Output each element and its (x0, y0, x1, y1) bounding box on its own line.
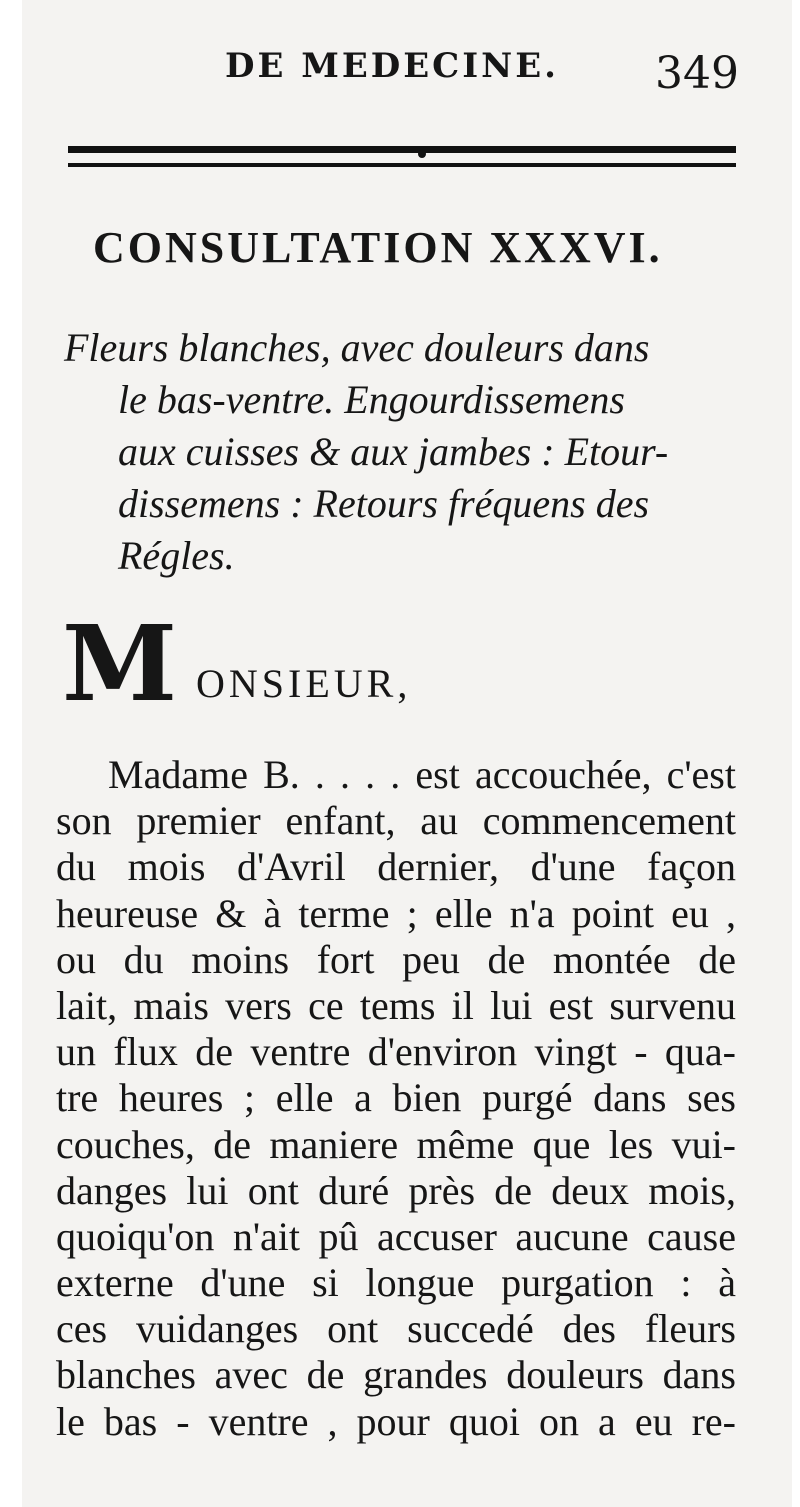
body-line: ou du moins fort peu de montée de (56, 936, 736, 982)
salutation: ONSIEUR, (196, 661, 412, 706)
scan-margin-left (0, 0, 22, 1507)
body-line: le bas - ventre , pour quoi on a eu re- (56, 1398, 736, 1444)
body-line: tre heures ; elle a bien purgé dans ses (56, 1075, 736, 1121)
body-line: heureuse & à terme ; elle n'a point eu , (56, 890, 736, 936)
scan-margin-right (792, 0, 800, 1507)
letter-body (56, 752, 736, 1445)
body-line: du mois d'Avril dernier, d'une façon (56, 844, 736, 890)
header-rule-ornament (418, 150, 426, 158)
body-line: externe d'une si longue purgation : à (56, 1260, 736, 1306)
body-line: danges lui ont duré près de deux mois, (56, 1167, 736, 1213)
header-rule-top (68, 146, 736, 153)
summary-line: aux cuisses & aux jambes : Etour- (118, 429, 669, 474)
body-line: quoiqu'on n'ait pû accuser aucune cause (56, 1213, 736, 1259)
body-line: Madame B. . . . . est accouchée, c'est (108, 752, 736, 797)
summary-line: dissemens : Retours fréquens des (118, 481, 650, 526)
body-line: ces vuidanges ont succedé des fleurs (56, 1306, 736, 1352)
summary-line: Régles. (118, 533, 235, 578)
running-head: DE MEDECINE. (225, 46, 559, 86)
body-line: blanches avec de grandes douleurs dans (56, 1352, 736, 1398)
summary-line: le bas-ventre. Engourdissemens (118, 377, 625, 422)
salutation-dropcap: M (62, 602, 178, 725)
summary-line: Fleurs blanches, avec douleurs dans (64, 325, 650, 370)
body-line: un flux de ventre d'environ vingt - qua- (56, 1029, 736, 1075)
body-line: son premier enfant, au commencement (56, 798, 736, 844)
consultation-title: CONSULTATION XXXVI. (93, 223, 663, 272)
page-number: 349 (655, 48, 739, 99)
body-line: couches, de maniere même que les vui- (56, 1121, 736, 1167)
consultation-summary (64, 322, 744, 582)
header-rule-bottom (68, 163, 736, 167)
body-line: lait, mais vers ce tems il lui est survenu (56, 982, 736, 1028)
